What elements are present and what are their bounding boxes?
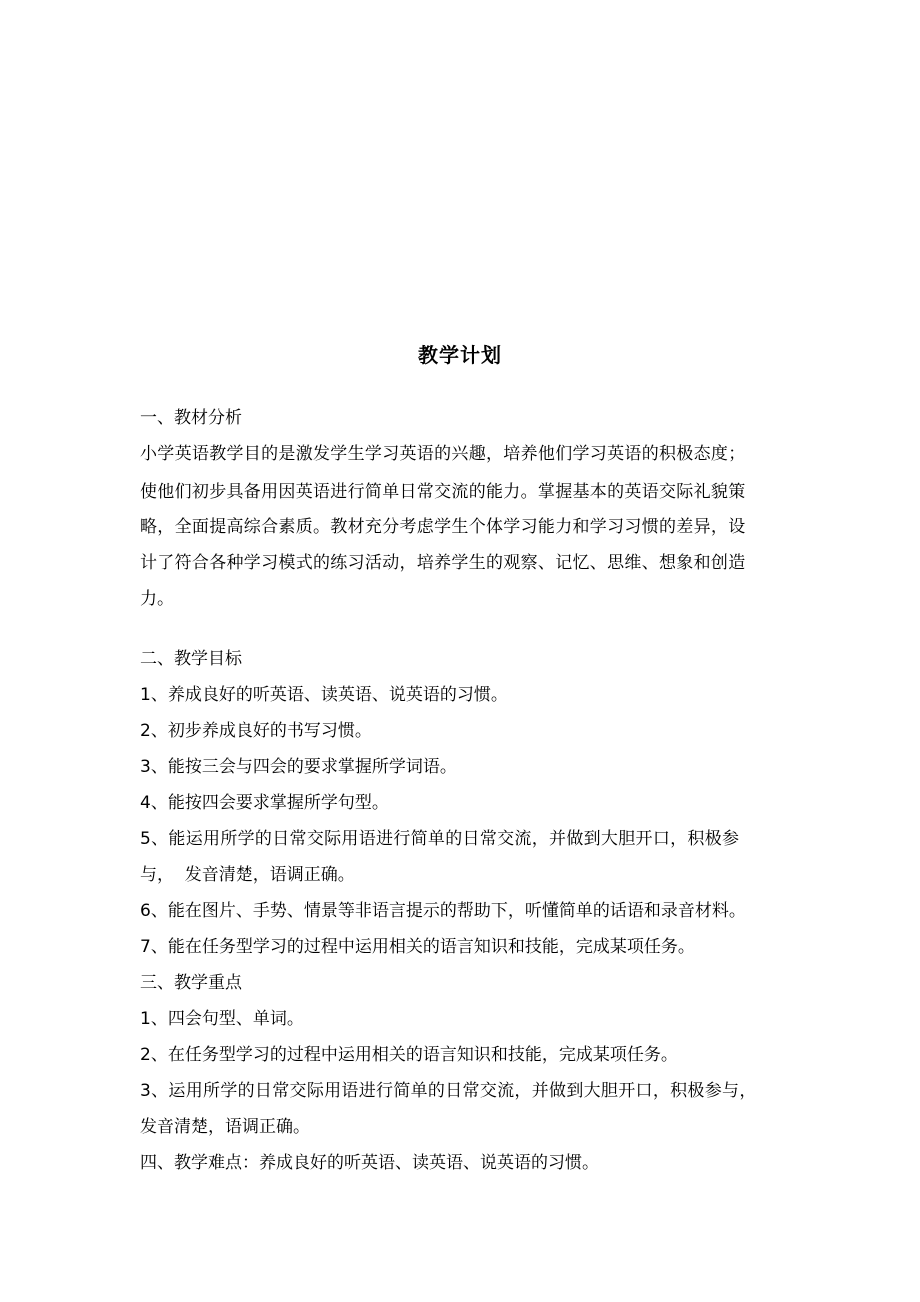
- paragraph-line: 使他们初步具备用因英语进行简单日常交流的能力。掌握基本的英语交际礼貌策: [140, 482, 746, 502]
- section-heading-teaching-goals: 二、教学目标: [140, 649, 242, 669]
- paragraph-line: 计了符合各种学习模式的练习活动，培养学生的观察、记忆、思维、想象和创造: [140, 553, 746, 573]
- list-item-continuation: 与， 发音清楚，语调正确。: [140, 865, 355, 885]
- list-item: 3、运用所学的日常交际用语进行简单的日常交流，并做到大胆开口，积极参与，: [140, 1081, 757, 1101]
- list-item: 2、初步养成良好的书写习惯。: [140, 721, 372, 741]
- list-item: 5、能运用所学的日常交际用语进行简单的日常交流，并做到大胆开口，积极参: [140, 829, 740, 849]
- section-heading-textbook-analysis: 一、教材分析: [140, 408, 242, 428]
- document-title: 教学计划: [418, 343, 502, 367]
- paragraph-line: 力。: [140, 589, 174, 609]
- list-item: 6、能在图片、手势、情景等非语言提示的帮助下，听懂简单的话语和录音材料。: [140, 901, 746, 921]
- list-item: 3、能按三会与四会的要求掌握所学词语。: [140, 757, 457, 777]
- list-item: 2、在任务型学习的过程中运用相关的语言知识和技能，完成某项任务。: [140, 1045, 678, 1065]
- paragraph-line: 略，全面提高综合素质。教材充分考虑学生个体学习能力和学习习惯的差异，设: [140, 517, 746, 537]
- section-heading-teaching-difficulty: 四、教学难点：养成良好的听英语、读英语、说英语的习惯。: [140, 1153, 599, 1173]
- list-item-continuation: 发音清楚，语调正确。: [140, 1117, 310, 1137]
- list-item: 1、四会句型、单词。: [140, 1009, 304, 1029]
- paragraph-line: 小学英语教学目的是激发学生学习英语的兴趣，培养他们学习英语的积极态度；: [140, 444, 746, 464]
- list-item: 4、能按四会要求掌握所学句型。: [140, 793, 389, 813]
- section-heading-teaching-focus: 三、教学重点: [140, 973, 242, 993]
- list-item: 1、养成良好的听英语、读英语、说英语的习惯。: [140, 685, 508, 705]
- list-item: 7、能在任务型学习的过程中运用相关的语言知识和技能，完成某项任务。: [140, 937, 695, 957]
